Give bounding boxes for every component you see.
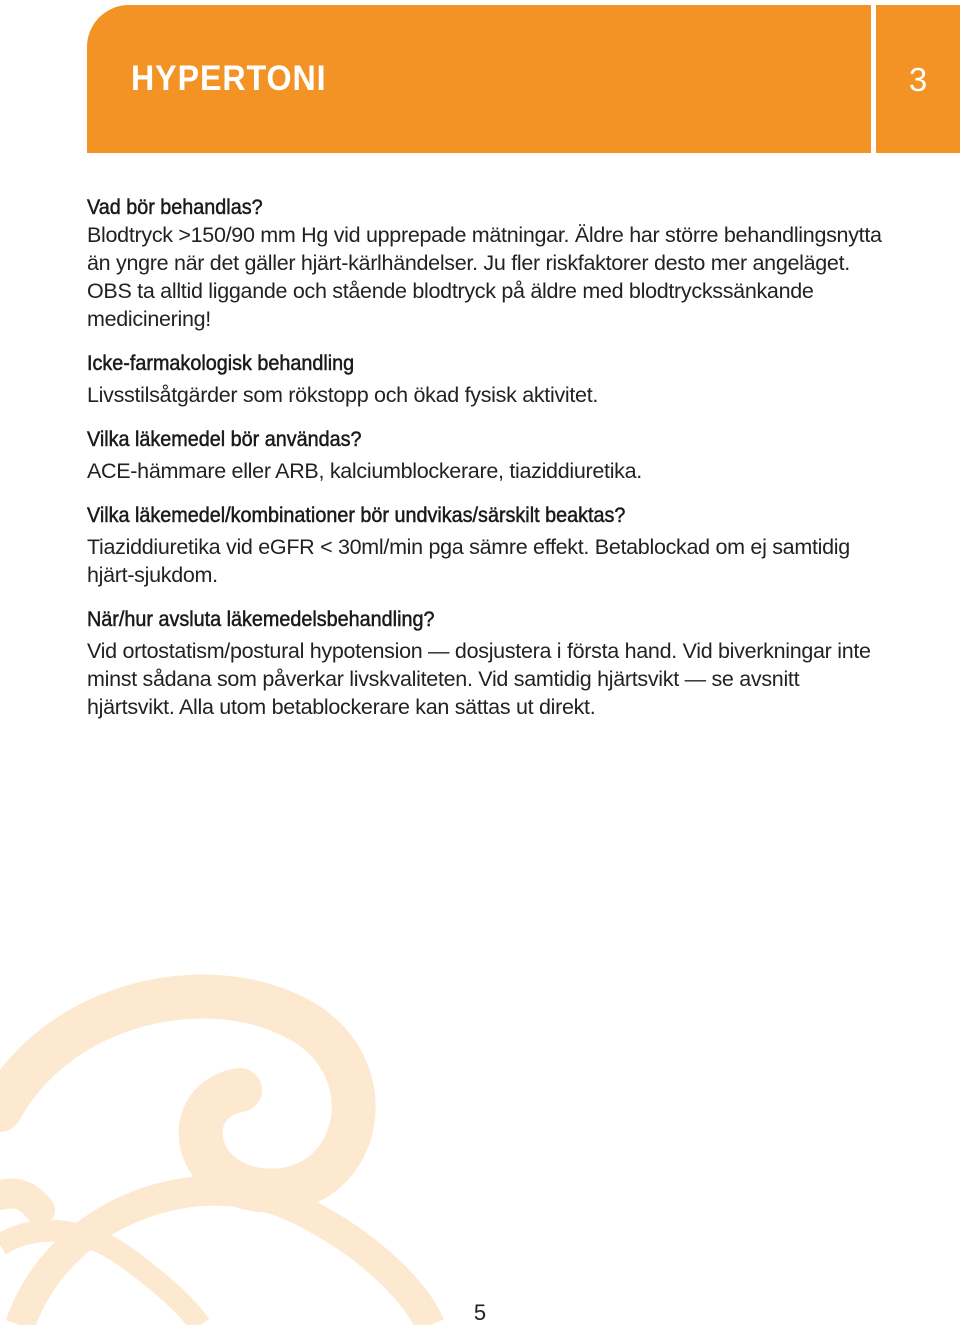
section-heading: När/hur avsluta läkemedelsbehandling? xyxy=(87,607,435,631)
section-drugs-to-avoid xyxy=(87,501,887,589)
section-heading: Icke-farmakologisk behandling xyxy=(87,351,355,375)
section-what-to-treat xyxy=(87,193,887,333)
section-text: ACE-hämmare eller ARB, kalciumblockerare, tiaziddiuretika. xyxy=(87,459,642,483)
section-text: Vid ortostatism/postural hypotension — dosjustera i första hand. Vid biverkningar inte minst sådana som påverkar livskvaliteten. Vid samtidig hjärtsvikt — se avsnitt hjärtsvikt. Alla utom betablockerare kan sättas ut direkt. xyxy=(87,639,871,719)
swirl-decoration-icon xyxy=(0,960,560,1325)
chapter-number: 3 xyxy=(908,61,928,98)
section-drugs-to-use xyxy=(87,425,887,485)
section-text: Tiaziddiuretika vid eGFR < 30ml/min pga sämre effekt. Betablockad om ej samtidig hjärt-sjukdom. xyxy=(87,535,850,587)
header-banner xyxy=(87,5,871,153)
section-discontinuation xyxy=(87,605,887,721)
section-heading: Vilka läkemedel/kombinationer bör undvikas/särskilt beaktas? xyxy=(87,503,626,527)
page-title: HYPERTONI xyxy=(131,59,327,98)
page-number: 5 xyxy=(473,1300,487,1325)
section-non-pharmacological xyxy=(87,349,887,409)
section-text: Blodtryck >150/90 mm Hg vid upprepade mätningar. Äldre har större behandlingsnytta än yngre när det gäller hjärt-kärlhändelser. Ju fler riskfaktorer desto mer angeläget. OBS ta alltid liggande och stående blodtryck på äldre med blodtryckssänkande medicinering! xyxy=(87,223,882,331)
section-heading: Vilka läkemedel bör användas? xyxy=(87,427,362,451)
section-text: Livsstilsåtgärder som rökstopp och ökad fysisk aktivitet. xyxy=(87,383,599,407)
main-content xyxy=(87,193,887,737)
section-heading: Vad bör behandlas? xyxy=(87,195,263,219)
chapter-tab xyxy=(876,5,960,153)
